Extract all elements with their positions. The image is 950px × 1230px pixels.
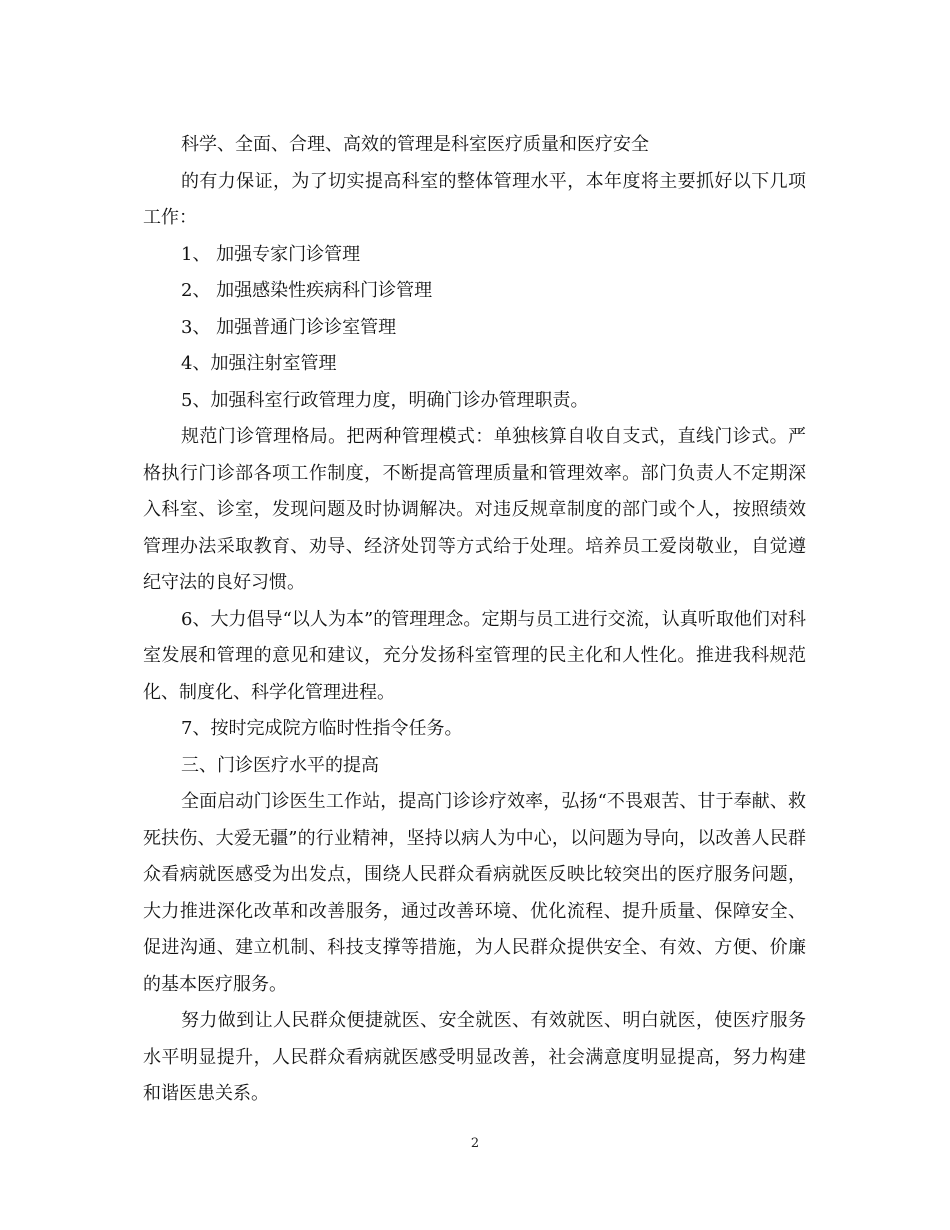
list-item: 6、大力倡导“以人为本”的管理理念。定期与员工进行交流，认真听取他们对科室发展和管理的意见和建议，充分发扬科室管理的民主化和人性化。推进我科规范化、制度化、科学化管理进程。 (143, 608, 806, 703)
section-heading: 三、门诊医疗水平的提高 (181, 754, 379, 776)
paragraph: 规范门诊管理格局。把两种管理模式：单独核算自收自支式，直线门诊式。严格执行门诊部各项工作制度，不断提高管理质量和管理效率。部门负责人不定期深入科室、诊室，发现问题及时协调解决。对违反规章制度的部门或个人，按照绩效管理办法采取教育、劝导、经济处罚等方式给于处理。培养员工爱岗敬业，自觉遵纪守法的良好习惯。 (143, 426, 806, 593)
list-item: 4、加强注射室管理 (181, 353, 337, 374)
paragraph: 的有力保证，为了切实提高科室的整体管理水平，本年度将主要抓好以下几项工作： (143, 170, 806, 228)
paragraph: 科学、全面、合理、高效的管理是科室医疗质量和医疗安全 (181, 134, 649, 155)
paragraph: 全面启动门诊医生工作站，提高门诊诊疗效率，弘扬“不畏艰苦、甘于奉献、救死扶伤、大爱无疆”的行业精神，坚持以病人为中心，以问题为导向，以改善人民群众看病就医感受为出发点，围绕人民群众看病就医反映比较突出的医疗服务问题，大力推进深化改革和改善服务，通过改善环境、优化流程、提升质量、保障安全、促进沟通、建立机制、科技支撑等措施，为人民群众提供安全、有效、方便、价廉的基本医疗服务。 (143, 791, 806, 995)
list-item: 1、 加强专家门诊管理 (181, 243, 361, 265)
list-item: 2、 加强感染性疾病科门诊管理 (181, 280, 433, 301)
document-body (143, 127, 806, 1113)
list-item: 5、加强科室行政管理力度，明确门诊办管理职责。 (181, 389, 589, 411)
list-item: 7、按时完成院方临时性指令任务。 (181, 718, 463, 739)
paragraph: 努力做到让人民群众便捷就医、安全就医、有效就医、明白就医，使医疗服务水平明显提升，人民群众看病就医感受明显改善，社会满意度明显提高，努力构建和谐医患关系。 (143, 1010, 806, 1104)
page-number: 2 (470, 1136, 480, 1151)
list-item: 3、 加强普通门诊诊室管理 (181, 316, 397, 338)
